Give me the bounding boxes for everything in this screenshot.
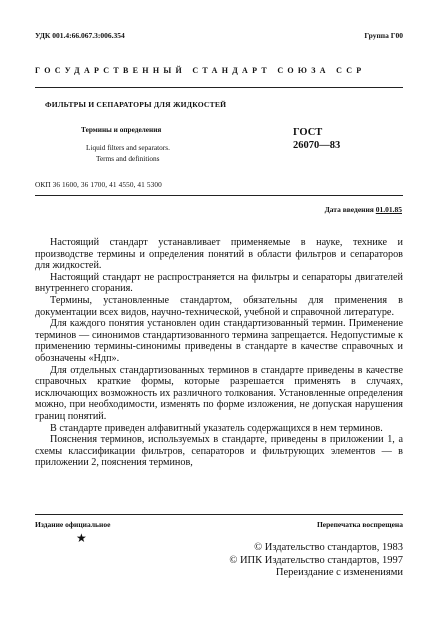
body-paragraph: Термины, установленные стандартом, обязательны для применения в документации всех видов, научно-технической, учебной и справочной литературе.	[35, 294, 403, 318]
body-paragraph: В стандарте приведен алфавитный указатель содержащихся в нем терминов.	[50, 422, 383, 434]
english-title-line2: Terms and definitions	[96, 154, 160, 163]
body-paragraph: Для каждого понятия установлен один стандартизованный термин. Применение терминов — синонимов стандартизованного термина запрещается. Недопустимые к применению термины-синонимы приведены в стандарте в качестве справочных и обозначены «Ндп».	[35, 318, 403, 364]
document-subtitle: Термины и определения	[81, 125, 162, 134]
star-icon: ★	[76, 531, 87, 545]
document-title: ФИЛЬТРЫ И СЕПАРАТОРЫ ДЛЯ ЖИДКОСТЕЙ	[45, 100, 227, 109]
effective-date	[325, 205, 402, 214]
okp-codes: ОКП 36 1600, 36 1700, 41 4550, 41 5300	[35, 180, 162, 189]
group-code: Группа Г00	[364, 31, 403, 40]
effective-date-label: Дата введения	[324, 205, 374, 214]
footer-divider	[35, 514, 403, 515]
gost-label: ГОСТ	[293, 127, 323, 138]
effective-date-value: 01.01.85	[375, 205, 402, 214]
copyright-line: © Издательство стандартов, 1983	[254, 542, 403, 553]
reissue-note: Переиздание с изменениями	[275, 567, 403, 579]
body-paragraph: Для отдельных стандартизованных терминов в стандарте приведены в качестве справочных краткие формы, которые разрешается применять в случаях, исключающих возможность их различного толкования. Установленные определения можно, при необходимости, изменять по форме изложения, не допуская нарушения границ понятий.	[35, 364, 403, 422]
body-paragraph: Пояснения терминов, используемых в стандарте, приведены в приложении 1, а схемы классификации фильтров, сепараторов и фильтрующих элементов — в приложении 2, пояснения терминов,	[35, 434, 403, 469]
body-paragraph: Настоящий стандарт устанавливает применяемые в науке, технике и производстве термины и определения понятий в области фильтров и сепараторов для жидкостей.	[35, 237, 403, 272]
top-divider	[35, 87, 403, 88]
body-paragraph: Настоящий стандарт не распространяется на фильтры и сепараторы двигателей внутреннего сгорания.	[35, 271, 403, 295]
copyright-block	[229, 542, 403, 580]
official-edition-label: Издание официальное	[35, 520, 111, 529]
reprint-prohibited-label: Перепечатка воспрещена	[316, 520, 403, 529]
okp-divider	[35, 195, 403, 196]
copyright-line: © ИПК Издательство стандартов, 1997	[229, 554, 403, 566]
document-body	[35, 237, 403, 469]
gost-designation	[293, 126, 340, 152]
state-standard-heading: ГОСУДАРСТВЕННЫЙ СТАНДАРТ СОЮЗА ССР	[35, 66, 366, 75]
udk-code: УДК 001.4:66.067.3:006.354	[35, 31, 125, 40]
english-title-line1: Liquid filters and separators.	[86, 143, 170, 152]
gost-number: 26070—83	[293, 140, 341, 151]
